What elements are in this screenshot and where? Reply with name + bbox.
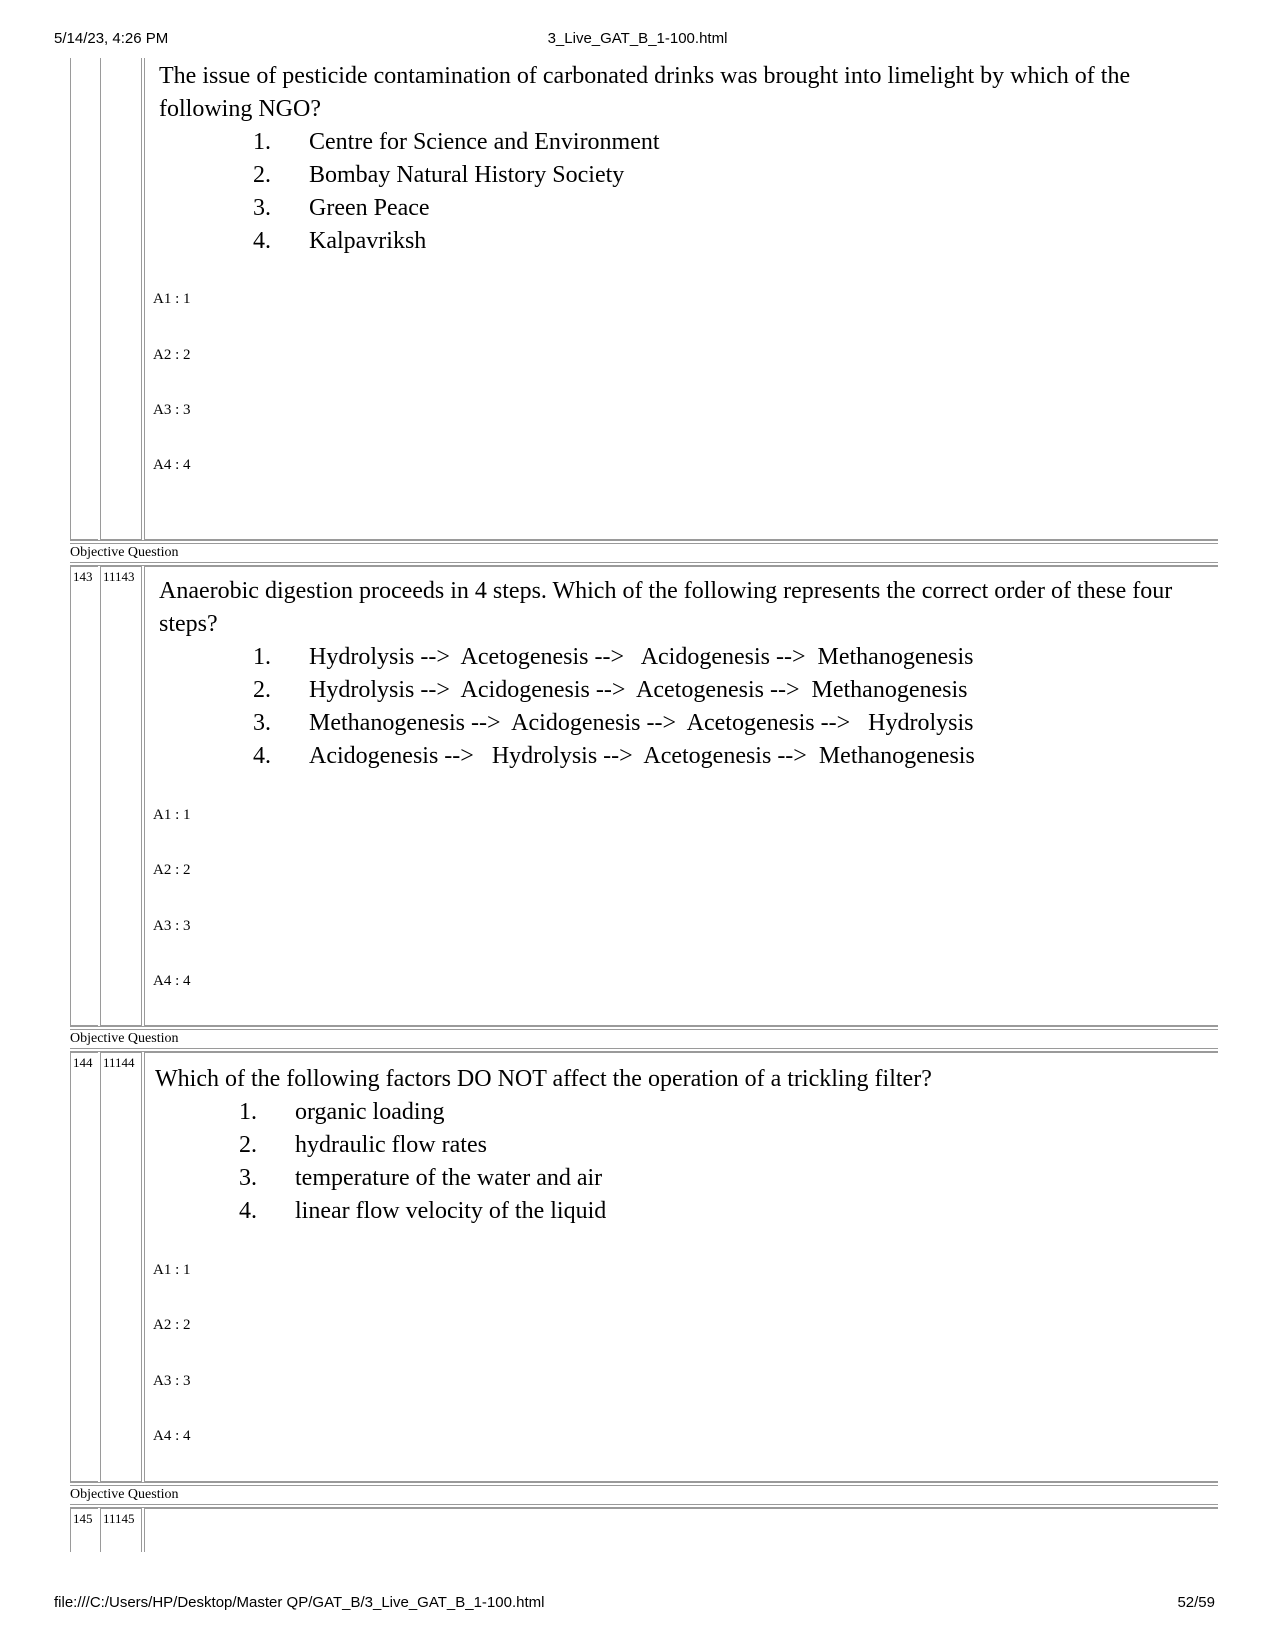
option-number: 3. <box>253 710 271 736</box>
answer-option-2: A2 : 2 <box>153 347 191 363</box>
option-number: 4. <box>239 1198 257 1224</box>
serial-cell <box>70 58 98 540</box>
question-paper <box>70 58 1218 1552</box>
option-item <box>253 641 1218 674</box>
answer-option-3: A3 : 3 <box>153 1373 191 1389</box>
answer-option-3: A3 : 3 <box>153 918 191 934</box>
option-number: 2. <box>239 1132 257 1158</box>
answer-option-4: A4 : 4 <box>153 1428 191 1444</box>
print-datetime: 5/14/23, 4:26 PM <box>54 30 169 47</box>
option-number: 1. <box>253 129 271 155</box>
option-number: 1. <box>253 644 271 670</box>
file-path: file:///C:/Users/HP/Desktop/Master QP/GAT_B/3_Live_GAT_B_1-100.html <box>54 1594 545 1611</box>
answer-option-1: A1 : 1 <box>153 807 191 823</box>
option-item <box>239 1162 1218 1195</box>
options-list <box>145 641 1218 773</box>
question-type-label: Objective Question <box>70 1487 179 1502</box>
option-number: 1. <box>239 1099 257 1125</box>
option-text: Acidogenesis --> Hydrolysis --> Acetogenesis --> Methanogenesis <box>309 743 975 769</box>
print-title: 3_Live_GAT_B_1-100.html <box>547 30 728 47</box>
option-item <box>253 192 1218 225</box>
option-item <box>239 1195 1218 1228</box>
question-block-142 <box>70 58 1218 540</box>
option-text: linear flow velocity of the liquid <box>295 1198 607 1224</box>
answer-option-2: A2 : 2 <box>153 862 191 878</box>
serial-number: 144 <box>70 1052 98 1482</box>
answer-option-3: A3 : 3 <box>153 402 191 418</box>
option-text: Kalpavriksh <box>309 228 427 254</box>
question-type-label: Objective Question <box>70 1031 179 1046</box>
option-item <box>253 159 1218 192</box>
question-text: The issue of pesticide contamination of carbonated drinks was brought into limelight by which of the following NGO? <box>159 63 1131 122</box>
question-content <box>144 1508 1218 1552</box>
answer-option-2: A2 : 2 <box>153 1317 191 1333</box>
option-item <box>253 740 1218 773</box>
option-text: Green Peace <box>309 195 430 221</box>
option-item <box>253 674 1218 707</box>
page-number: 52/59 <box>1177 1594 1215 1611</box>
option-text: Hydrolysis --> Acetogenesis --> Acidogenesis --> Methanogenesis <box>309 644 974 670</box>
option-text: Methanogenesis --> Acidogenesis --> Acetogenesis --> Hydrolysis <box>309 710 974 736</box>
option-text: organic loading <box>295 1099 445 1125</box>
option-number: 2. <box>253 162 271 188</box>
options-list <box>145 126 1218 258</box>
question-text: Which of the following factors DO NOT affect the operation of a trickling filter? <box>155 1066 932 1092</box>
question-id-cell <box>100 58 142 540</box>
option-text: Centre for Science and Environment <box>309 129 660 155</box>
question-text: Anaerobic digestion proceeds in 4 steps. Which of the following represents the correct order of these four steps? <box>159 578 1173 637</box>
question-block-145 <box>70 1508 1218 1552</box>
option-text: Bombay Natural History Society <box>309 162 625 188</box>
option-item <box>253 126 1218 159</box>
option-item <box>239 1096 1218 1129</box>
question-id: 11143 <box>100 566 142 1026</box>
option-item <box>253 707 1218 740</box>
question-content <box>144 566 1218 1026</box>
option-number: 2. <box>253 677 271 703</box>
question-id: 11144 <box>100 1052 142 1482</box>
answer-option-1: A1 : 1 <box>153 291 191 307</box>
serial-number: 145 <box>70 1508 98 1552</box>
question-id: 11145 <box>100 1508 142 1552</box>
answer-option-1: A1 : 1 <box>153 1262 191 1278</box>
question-type-label: Objective Question <box>70 545 179 560</box>
serial-number: 143 <box>70 566 98 1026</box>
option-number: 4. <box>253 228 271 254</box>
answer-option-4: A4 : 4 <box>153 457 191 473</box>
question-content <box>144 1052 1218 1482</box>
option-number: 3. <box>239 1165 257 1191</box>
option-number: 4. <box>253 743 271 769</box>
option-number: 3. <box>253 195 271 221</box>
option-text: Hydrolysis --> Acidogenesis --> Acetogenesis --> Methanogenesis <box>309 677 968 703</box>
question-block-144 <box>70 1052 1218 1482</box>
answer-option-4: A4 : 4 <box>153 973 191 989</box>
question-content <box>144 58 1218 540</box>
question-block-143 <box>70 566 1218 1026</box>
option-text: hydraulic flow rates <box>295 1132 487 1158</box>
option-item <box>239 1129 1218 1162</box>
option-text: temperature of the water and air <box>295 1165 603 1191</box>
options-list <box>145 1096 1218 1228</box>
option-item <box>253 225 1218 258</box>
